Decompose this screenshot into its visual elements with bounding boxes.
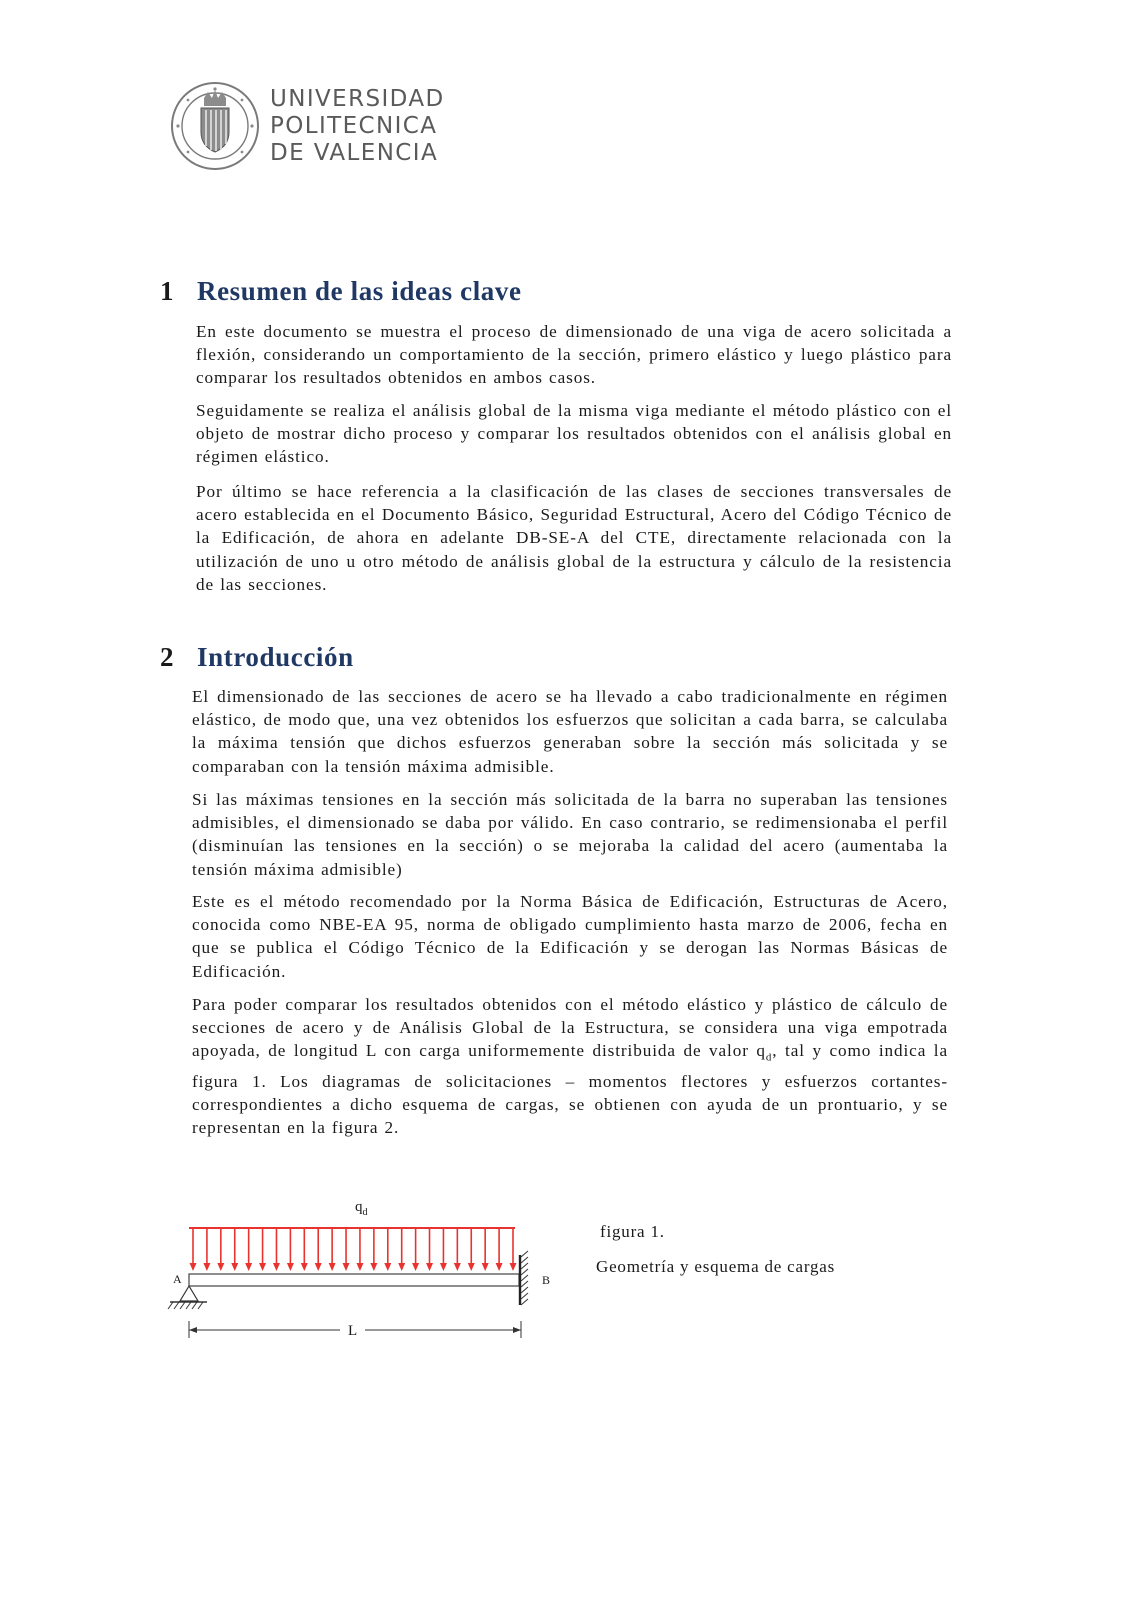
support-a-icon	[180, 1286, 198, 1301]
logo-line-1: UNIVERSIDAD	[270, 86, 445, 112]
load-arrow-head	[496, 1263, 503, 1271]
support-b-label: B	[542, 1273, 551, 1287]
distributed-load-arrows	[189, 1228, 517, 1271]
load-arrow-head	[301, 1263, 308, 1271]
load-arrow-head	[231, 1263, 238, 1271]
section-2-heading	[160, 642, 354, 673]
beam	[189, 1274, 519, 1286]
section-2-number: 2	[160, 642, 175, 672]
logo-line-2: POLITECNICA	[270, 113, 438, 139]
figure-caption-text: Geometría y esquema de cargas	[596, 1257, 836, 1276]
load-arrow-head	[398, 1263, 405, 1271]
section-1-paragraph-1: En este documento se muestra el proceso de dimensionado de una viga de acero solicitada a flexión, considerando un comportamiento de la sección, primero elástico y luego plástico para comparar los resultados obtenidos en ambos casos.	[196, 322, 952, 388]
logo-wordmark	[270, 86, 445, 167]
load-arrow-head	[468, 1263, 475, 1271]
length-label: L	[348, 1323, 358, 1339]
load-arrow-head	[454, 1263, 461, 1271]
load-arrow-head	[370, 1263, 377, 1271]
load-arrow-head	[273, 1263, 280, 1271]
load-arrow-head	[259, 1263, 266, 1271]
figure-caption-number: figura 1.	[600, 1222, 665, 1241]
support-b-hatch	[521, 1251, 528, 1305]
load-label: $q_d$	[355, 1199, 368, 1218]
load-arrow-head	[482, 1263, 489, 1271]
load-arrow-head	[426, 1263, 433, 1271]
dimension-arrow-right	[513, 1327, 521, 1333]
university-logo	[168, 80, 468, 172]
section-1-number: 1	[160, 276, 175, 306]
load-arrow-head	[343, 1263, 350, 1271]
load-arrow-head	[440, 1263, 447, 1271]
load-arrow-head	[384, 1263, 391, 1271]
beam-load-diagram	[165, 1195, 565, 1350]
load-arrow-head	[203, 1263, 210, 1271]
load-subscript: d	[765, 1051, 773, 1064]
logo-line-3: DE VALENCIA	[270, 140, 439, 166]
section-2-paragraph-2: Si las máximas tensiones en la sección más solicitada de la barra no superaban las tensiones admisibles, el dimensionado se daba por válido. En caso contrario, se redimensionaba el perfil (disminuían las tensiones en la sección) o se mejoraba la calidad del acero (aumentaba la tensión máxima admisible)	[192, 790, 948, 879]
section-1-paragraph-2: Seguidamente se realiza el análisis global de la misma viga mediante el método plástico con el objeto de mostrar dicho proceso y comparar los resultados obtenidos con el análisis global en régimen elástico.	[196, 401, 952, 467]
section-2-paragraph-3: Este es el método recomendado por la Norma Básica de Edificación, Estructuras de Acero, conocida como NBE-EA 95, norma de obligado cumplimiento hasta marzo de 2006, fecha en que se publica el Código Técnico de la Edificación y se derogan las Normas Básicas de Edificación.	[192, 892, 948, 981]
load-arrow-head	[356, 1263, 363, 1271]
support-a-hatch	[168, 1302, 203, 1309]
section-1-heading	[160, 276, 522, 307]
load-arrow-head	[315, 1263, 322, 1271]
section-2-paragraph-1: El dimensionado de las secciones de acero se ha llevado a cabo tradicionalmente en régimen elástico, de modo que, una vez obtenidos los esfuerzos que solicitan a cada barra, se calculaba la máxima tensión que dichos esfuerzos generaban sobre la sección más solicitada y se comparaban con la tensión máxima admisible.	[192, 687, 948, 776]
section-1-title: Resumen de las ideas clave	[197, 276, 522, 306]
section-2-paragraph-4	[192, 993, 948, 1140]
paragraph-4-text-b: , tal y como indica la figura 1. Los diagramas de solicitaciones – momentos flectores y esfuerzos cortantes- correspondientes a dicho esquema de cargas, se obtienen con ayuda de un prontuario, y se representan en la figura 2.	[192, 1041, 948, 1138]
load-arrow-head	[287, 1263, 294, 1271]
load-arrow-head	[217, 1263, 224, 1271]
paragraph-4-text-a: Para poder comparar los resultados obtenidos con el método elástico y plástico de cálculo de secciones de acero y de Análisis Global de la Estructura, se considera una viga empotrada apoyada, de longitud L con carga uniformemente distribuida de valor q	[192, 995, 948, 1061]
support-a-label: A	[173, 1272, 182, 1286]
load-arrow-head	[412, 1263, 419, 1271]
section-2-title: Introducción	[197, 642, 354, 672]
university-seal-icon	[168, 80, 264, 172]
load-arrow-head	[245, 1263, 252, 1271]
load-arrow-head	[190, 1263, 197, 1271]
load-arrow-head	[329, 1263, 336, 1271]
load-arrow-head	[510, 1263, 517, 1271]
dimension-arrow-left	[189, 1327, 197, 1333]
section-1-paragraph-3: Por último se hace referencia a la clasificación de las clases de secciones transversales de acero establecida en el Documento Básico, Seguridad Estructural, Acero del Código Técnico de la Edificación, de ahora en adelante DB-SE-A del CTE, directamente relacionada con la utilización de uno u otro método de análisis global de la estructura y cálculo de la resistencia de las secciones.	[196, 482, 952, 594]
